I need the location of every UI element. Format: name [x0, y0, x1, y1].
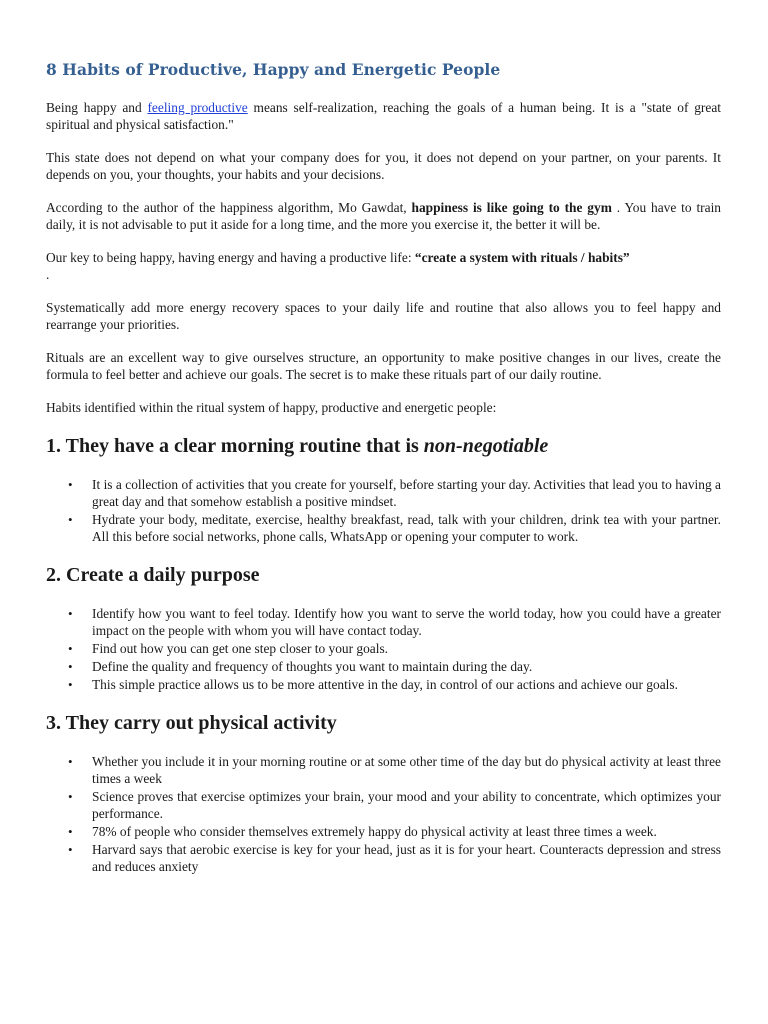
section-title-text: 1. They have a clear morning routine that is [46, 435, 424, 457]
list-item [68, 511, 721, 545]
intro-text: Our key to being happy, having energy and having a productive life: [46, 250, 415, 265]
intro-paragraph-6: Rituals are an excellent way to give ourselves structure, an opportunity to make positive changes in our lives, create the formula to feel better and achieve our goals. The secret is to make these rituals part of our daily routine. [46, 350, 721, 382]
bullet-icon: • [68, 477, 73, 492]
bullet-icon: • [68, 824, 73, 839]
bullet-icon: • [68, 641, 73, 656]
list-item-text: Whether you include it in your morning routine or at some other time of the day but do physical activity at least three times a week [92, 754, 721, 786]
list-item-text: It is a collection of activities that you create for yourself, before starting your day. Activities that lead you to having a great day and that somehow establish a positive mindset. [92, 477, 721, 509]
document-title: 8 Habits of Productive, Happy and Energetic People [46, 60, 501, 79]
section-2-list [46, 605, 721, 693]
section-title-emphasis: non-negotiable [423, 435, 549, 457]
intro-text: . You have to train daily, it is not advisable to put it aside for a long time, and the more you exercise it, the better it will be. [46, 200, 721, 232]
intro-text: Being happy and [46, 100, 148, 115]
bullet-icon: • [68, 789, 73, 804]
list-item-text: Science proves that exercise optimizes your brain, your mood and your ability to concentrate, which optimizes your performance. [92, 789, 721, 821]
list-item-text: Find out how you can get one step closer to your goals. [92, 641, 389, 656]
list-item [68, 658, 721, 675]
bullet-icon: • [68, 754, 73, 769]
list-item [68, 841, 721, 875]
bullet-icon: • [68, 677, 73, 692]
intro-text: . [46, 267, 50, 282]
list-item [68, 640, 721, 657]
list-item [68, 476, 721, 510]
intro-paragraph-3 [46, 199, 721, 233]
bullet-icon: • [68, 512, 73, 527]
list-item [68, 676, 721, 693]
bullet-icon: • [68, 659, 73, 674]
section-3-list [46, 753, 721, 875]
list-item-text: Define the quality and frequency of thoughts you want to maintain during the day. [92, 659, 533, 674]
section-1-list [46, 476, 721, 545]
list-item-text: 78% of people who consider themselves extremely happy do physical activity at least three times a week. [92, 824, 657, 839]
list-item [68, 823, 721, 840]
list-item-text: This simple practice allows us to be more attentive in the day, in control of our actions and achieve our goals. [92, 677, 678, 692]
list-item-text: Harvard says that aerobic exercise is key for your head, just as it is for your heart. Counteracts depression and stress and reduces anxiety [92, 842, 721, 874]
intro-paragraph-4 [46, 249, 721, 283]
bold-phrase: “create a system with rituals / habits” [414, 250, 630, 265]
intro-paragraph-7: Habits identified within the ritual system of happy, productive and energetic people: [46, 400, 497, 415]
feeling-productive-link[interactable]: feeling productive [147, 100, 248, 115]
list-item-text: Identify how you want to feel today. Identify how you want to serve the world today, how you could have a greater impact on the people with whom you will have contact today. [92, 606, 721, 638]
bullet-icon: • [68, 606, 73, 621]
section-3-heading: 3. They carry out physical activity [46, 712, 337, 734]
list-item [68, 753, 721, 787]
section-2-heading: 2. Create a daily purpose [46, 564, 260, 586]
list-item-text: Hydrate your body, meditate, exercise, healthy breakfast, read, talk with your children, drink tea with your partner. All this before social networks, phone calls, WhatsApp or opening your computer to work. [92, 512, 721, 544]
intro-paragraph-1 [46, 99, 721, 133]
bullet-icon: • [68, 842, 73, 857]
list-item [68, 788, 721, 822]
section-1-heading [46, 434, 721, 458]
intro-paragraph-5: Systematically add more energy recovery spaces to your daily life and routine that also allows you to feel happy and rearrange your priorities. [46, 300, 721, 332]
intro-paragraph-2: This state does not depend on what your company does for you, it does not depend on your partner, on your parents. It depends on you, your thoughts, your habits and your decisions. [46, 150, 721, 182]
intro-text: means self-realization, reaching the goals of a human being. It is a "state of great spiritual and physical satisfaction." [46, 100, 721, 132]
bold-phrase: happiness is like going to the gym [411, 200, 612, 215]
list-item [68, 605, 721, 639]
intro-text: According to the author of the happiness algorithm, Mo Gawdat, [46, 200, 412, 215]
